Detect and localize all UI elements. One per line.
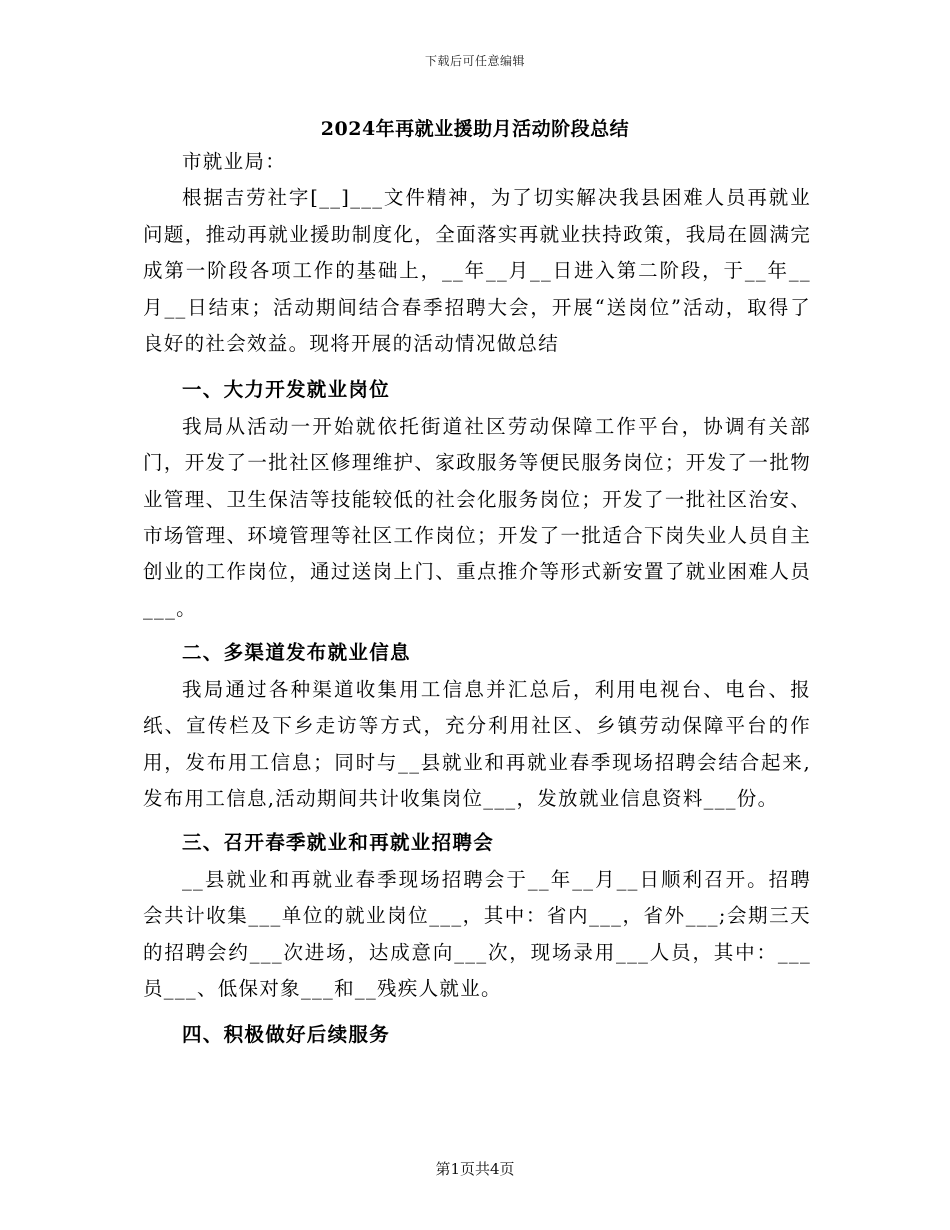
salutation: 市就业局： (182, 150, 287, 173)
section-paragraph-3: __县就业和再就业春季现场招聘会于__年__月__日顺利召开。招聘会共计收集___单位的就业岗位___，其中：省内___，省外___;会期三天的招聘会约___次进场，达成意向___次，现场录用___人员，其中：___员___、低保对象___和__残疾人就业。 (143, 867, 811, 1000)
section-heading-4: 四、积极做好后续服务 (182, 1023, 391, 1047)
section-heading-3: 三、召开春季就业和再就业招聘会 (182, 831, 495, 855)
section-heading-1: 一、大力开发就业岗位 (182, 378, 391, 402)
document-body (143, 144, 811, 1054)
section-paragraph-1: 我局从活动一开始就依托街道社区劳动保障工作平台，协调有关部门，开发了一批社区修理维护、家政服务等便民服务岗位；开发了一批物业管理、卫生保洁等技能较低的社会化服务岗位；开发了一批社区治安、市场管理、环境管理等社区工作岗位；开发了一批适合下岗失业人员自主创业的工作岗位，通过送岗上门、重点推介等形式新安置了就业困难人员___。 (143, 414, 811, 620)
header-note: 下载后可任意编辑 (424, 54, 525, 68)
section-paragraph-2: 我局通过各种渠道收集用工信息并汇总后，利用电视台、电台、报纸、宣传栏及下乡走访等方式，充分利用社区、乡镇劳动保障平台的作用，发布用工信息；同时与__县就业和再就业春季现场招聘会结合起来,发布用工信息,活动期间共计收集岗位___，发放就业信息资料___份。 (143, 677, 811, 810)
intro-paragraph: 根据吉劳社字[__]___文件精神，为了切实解决我县困难人员再就业问题，推动再就业援助制度化，全面落实再就业扶持政策，我局在圆满完成第一阶段各项工作的基础上，__年__月__日进入第二阶段，于__年__月__日结束；活动期间结合春季招聘大会，开展“送岗位”活动，取得了良好的社会效益。现将开展的活动情况做总结 (143, 186, 811, 356)
section-heading-2: 二、多渠道发布就业信息 (182, 641, 411, 665)
document-title: 2024年再就业援助月活动阶段总结 (320, 118, 630, 140)
page-indicator: 第1页共4页 (435, 1160, 515, 1178)
